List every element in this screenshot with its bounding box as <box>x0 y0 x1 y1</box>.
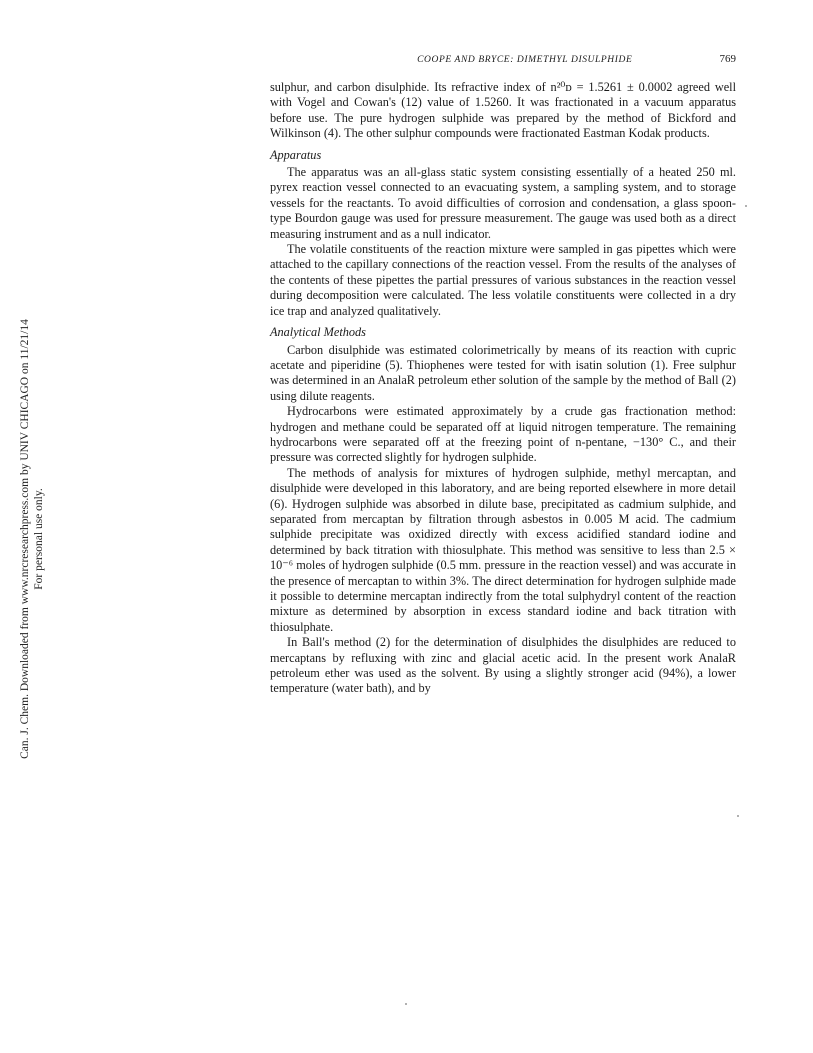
scan-speck <box>745 205 747 207</box>
scan-speck <box>737 815 739 817</box>
section-heading-apparatus: Apparatus <box>270 147 322 162</box>
page-number: 769 <box>719 53 736 65</box>
download-watermark <box>18 259 46 819</box>
paragraph-methods-3: The methods of analysis for mixtures of hydrogen sulphide, methyl mercaptan, and disulphide were developed in this laboratory, and are being reported elsewhere in more detail (6). Hydrogen sulphide was absorbed in dilute base, precipitated as cadmium sulphide, and separated from mercaptan by filtration through asbestos in 0.005 M acid. The cadmium sulphide precipitate was oxidized directly with excess acidified standard iodine and determined by back titration with thiosulphate. This method was sensitive to less than 2.5 × 10⁻⁶ moles of hydrogen sulphide (0.5 mm. pressure in the reaction vessel) and was accurate in the presence of mercaptan to within 3%. The direct determination for hydrogen sulphide made it possible to determine mercaptan indirectly from the total sulphydryl content of the reaction mixture as determined by absorption in excess standard iodine and back titration with thiosulphate. <box>270 465 736 634</box>
paragraph-methods-2: Hydrocarbons were estimated approximately by a crude gas fractionation method: hydrogen and methane could be separated off at liquid nitrogen temperature. The remaining hydrocarbons were separated off at the freezing point of n-pentane, −130° C., and their pressure was corrected slightly for hydrogen sulphide. <box>270 404 736 465</box>
watermark-line-1: Can. J. Chem. Downloaded from www.nrcresearchpress.com by UNIV CHICAGO on 11/21/14 <box>19 319 31 759</box>
running-title: COOPE AND BRYCE: DIMETHYL DISULPHIDE <box>417 55 633 65</box>
section-heading-analytical-methods: Analytical Methods <box>270 325 366 340</box>
paragraph-methods-1: Carbon disulphide was estimated colorimetrically by means of its reaction with cupric acetate and piperidine (5). Thiophenes were tested for with isatin solution (1). Free sulphur was determined in an AnalaR petroleum ether solution of the sample by the method of Ball (2) using dilute reagents. <box>270 342 736 403</box>
scan-speck <box>405 1003 407 1005</box>
paragraph-apparatus-1: The apparatus was an all-glass static system consisting essentially of a heated 250 ml. pyrex reaction vessel connected to an evacuating system, a sampling system, and to storage vessels for the reactants. To avoid difficulties of corrosion and condensation, a glass spoon-type Bourdon gauge was used for pressure measurement. The gauge was used both as a direct measuring instrument and as a null indicator. <box>270 165 736 241</box>
running-header <box>270 53 736 65</box>
paragraph-materials-end: sulphur, and carbon disulphide. Its refractive index of n²⁰ᴅ = 1.5261 ± 0.0002 agreed well with Vogel and Cowan's (12) value of 1.5260. It was fractionated in a vacuum apparatus before use. The pure hydrogen sulphide was prepared by the method of Bickford and Wilkinson (4). The other sulphur compounds were fractionated Eastman Kodak products. <box>270 80 736 141</box>
watermark-line-2: For personal use only. <box>33 488 45 590</box>
paragraph-methods-4: In Ball's method (2) for the determination of disulphides the disulphides are reduced to mercaptans by refluxing with zinc and glacial acetic acid. In the present work AnalaR petroleum ether was used as the solvent. By using a slightly stronger acid (94%), a lower temperature (water bath), and by <box>270 635 736 696</box>
article-body <box>270 80 736 697</box>
paragraph-apparatus-2: The volatile constituents of the reaction mixture were sampled in gas pipettes which were attached to the capillary connections of the reaction vessel. From the results of the analyses of the contents of these pipettes the partial pressures of various substances in the reaction vessel during decomposition were calculated. The less volatile constituents were collected in a dry ice trap and analyzed qualitatively. <box>270 242 736 318</box>
